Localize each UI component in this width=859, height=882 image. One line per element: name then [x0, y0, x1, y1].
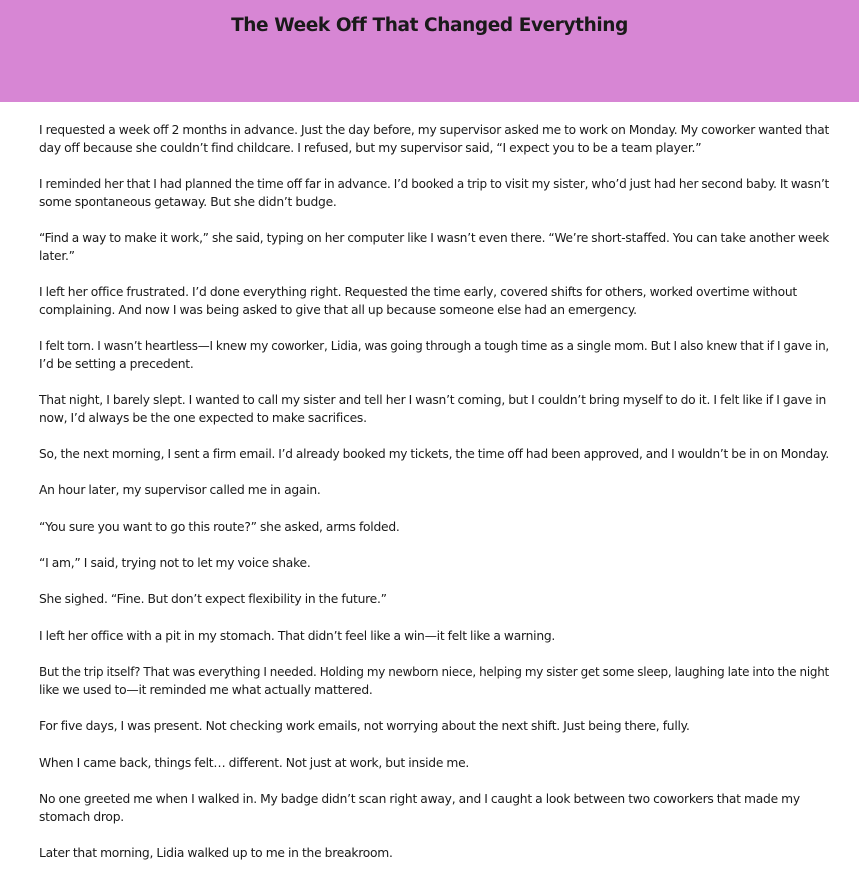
paragraph: [39, 446, 829, 464]
paragraph: [39, 284, 823, 319]
paragraph: [39, 718, 823, 736]
paragraph-line: That night, I barely slept. I wanted to call my sister and tell her I wasn’t coming, but I couldn’t bring myself to do it. I felt like if I gave in: [39, 392, 827, 407]
paragraph: [39, 392, 827, 427]
paragraph-line: No one greeted me when I walked in. My badge didn’t scan right away, and I caught a look between two coworkers that made my: [39, 792, 800, 807]
paragraph-line: complaining. And now I was being asked to give that all up because someone else had an emergency.: [39, 302, 637, 317]
paragraph: [39, 791, 823, 826]
paragraph-line: Later that morning, Lidia walked up to me in the breakroom.: [39, 846, 393, 860]
paragraph-line: like we used to—it reminded me what actually mattered.: [39, 682, 373, 697]
paragraph-line: “I am,” I said, trying not to let my voice shake.: [39, 556, 311, 571]
paragraph-line: day off because she couldn’t find childcare. I refused, but my supervisor said, “I expect you to be a team player.”: [39, 140, 702, 155]
paragraph-line: “Find a way to make it work,” she said, typing on her computer like I wasn’t even there. “We’re short-staffed. You can take another week: [39, 230, 829, 245]
paragraph-line: stomach drop.: [39, 809, 124, 824]
paragraph-line: “You sure you want to go this route?” she asked, arms folded.: [39, 519, 400, 534]
paragraph-line: I requested a week off 2 months in advance. Just the day before, my supervisor asked me to work on Monday. My coworker wanted that: [39, 123, 829, 137]
paragraph-line: I left her office with a pit in my stomach. That didn’t feel like a win—it felt like a warning.: [39, 628, 556, 643]
paragraph-line: I reminded her that I had planned the time off far in advance. I’d booked a trip to visit my sister, who’d just had her second baby. It wasn’t: [39, 176, 829, 191]
paragraph: [39, 628, 823, 646]
paragraph: [39, 338, 829, 373]
paragraph-line: some spontaneous getaway. But she didn’t budge.: [39, 194, 337, 209]
paragraph: [39, 755, 823, 773]
paragraph-line: now, I’d always be the one expected to make sacrifices.: [39, 410, 367, 425]
page-title: The Week Off That Changed Everything: [231, 15, 628, 36]
article-body: [0, 102, 859, 863]
paragraph-line: She sighed. “Fine. But don’t expect flexibility in the future.”: [39, 592, 387, 607]
paragraph: [39, 555, 823, 573]
paragraph-line: later.”: [39, 248, 75, 263]
paragraph: [39, 664, 829, 699]
paragraph-line: For five days, I was present. Not checking work emails, not worrying about the next shift. Just being there, fully.: [39, 719, 690, 734]
paragraph-line: I felt torn. I wasn’t heartless—I knew my coworker, Lidia, was going through a tough time as a single mom. But I also knew that if I gave in,: [39, 338, 829, 353]
paragraph: [39, 230, 829, 265]
paragraph-line: When I came back, things felt… different. Not just at work, but inside me.: [39, 755, 470, 770]
paragraph: [39, 519, 823, 537]
paragraph-line: But the trip itself? That was everything I needed. Holding my newborn niece, helping my sister get some sleep, laughing late into the night: [39, 665, 829, 680]
paragraph: [39, 176, 829, 211]
paragraph-line: So, the next morning, I sent a firm email. I’d already booked my tickets, the time off had been approved, and I wouldn’t be in on Monday.: [39, 446, 829, 461]
paragraph: [39, 845, 823, 863]
paragraph: [39, 482, 823, 500]
paragraph: [39, 122, 829, 157]
paragraph-line: I’d be setting a precedent.: [39, 356, 194, 371]
paragraph: [39, 591, 823, 609]
page-header: [0, 0, 859, 102]
paragraph-line: I left her office frustrated. I’d done everything right. Requested the time early, covered shifts for others, worked overtime without: [39, 284, 797, 299]
paragraph-line: An hour later, my supervisor called me in again.: [39, 483, 321, 498]
